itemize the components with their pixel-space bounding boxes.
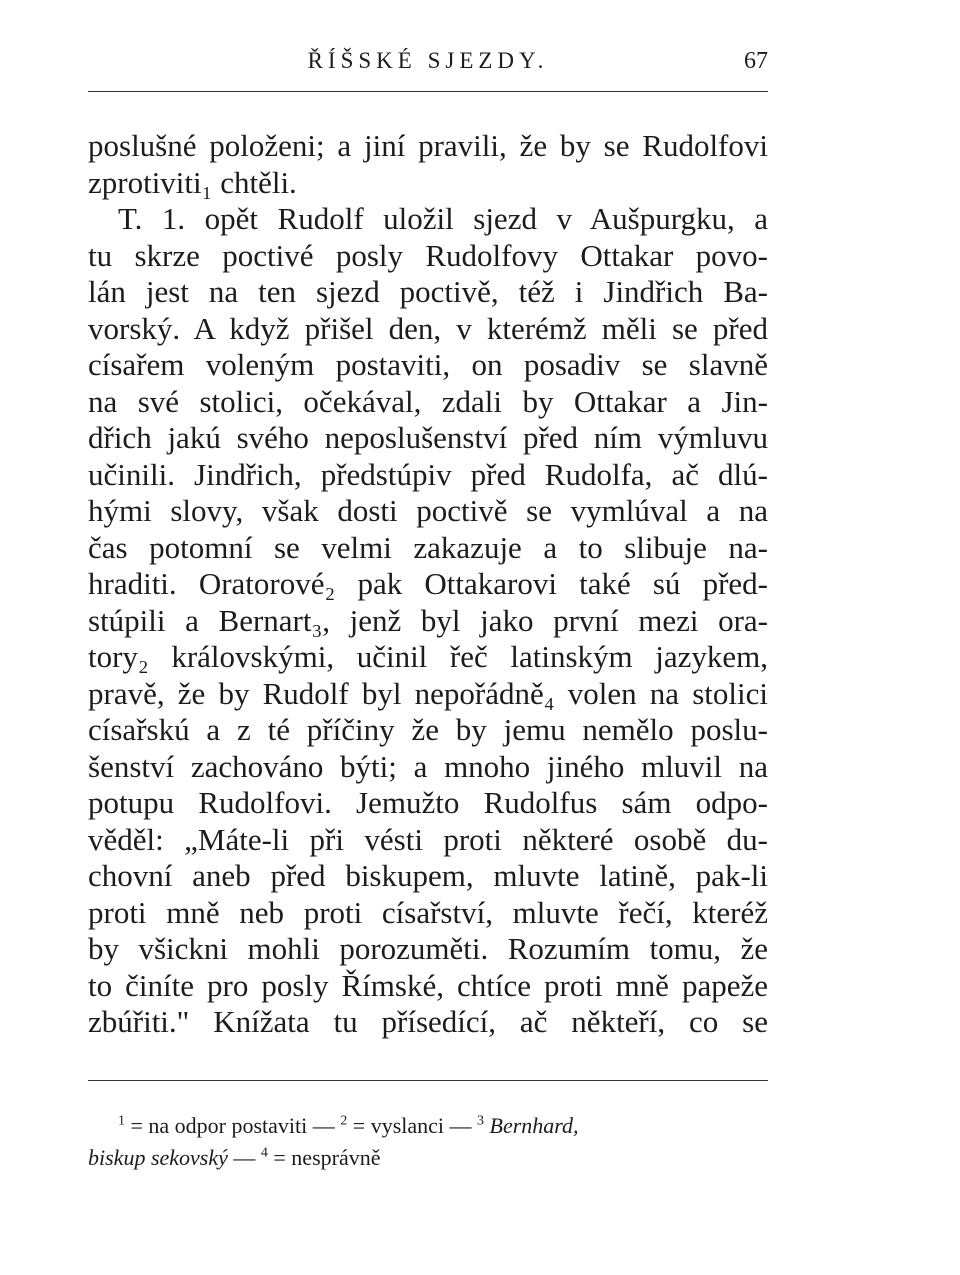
text-line: vorský. A když přišel den, v kterémž měli se před [88,310,768,346]
footnote-text: = vyslanci — [347,1113,478,1138]
footnote-marker: 2 [340,1113,348,1129]
footnote-text: biskup sekovský [88,1145,228,1170]
text-line: potupu Rudolfovi. Jemužto Rudolfus sám odpo- [88,785,768,820]
text-line: na své stolici, očekával, zdali by Ottakar a Jin- [88,383,768,419]
text-line: to činíte pro posly Římské, chtíce proti mně papeže [88,967,768,1003]
text-line: učinili. Jindřich, předstúpiv před Rudolfa, ač dlú- [88,456,768,492]
footnote-text: — [227,1145,261,1170]
running-header [88,48,768,84]
text-line: císařskú a z té příčiny že by jemu nemělo poslu- [88,712,768,747]
text-line: šenství zachováno býti; a mnoho jiného mluvil na [88,748,768,784]
body-text [88,128,768,1041]
footnote-rule [88,1080,768,1081]
footnote-text: = na odpor postaviti — [125,1113,341,1138]
running-title: ŘÍŠSKÉ SJEZDY. [307,48,549,73]
text-line: pravě, že by Rudolf byl nepořádně₄ volen na stolici [88,675,768,711]
text-line: chovní aneb před biskupem, mluvte latině, pak-li [88,858,768,893]
header-rule [88,91,768,92]
text-line: lán jest na ten sjezd poctivě, též i Jindřich Ba- [88,274,768,309]
text-line: by všickni mohli porozuměti. Rozumím tomu, že [88,931,768,966]
footnotes [88,1110,768,1174]
text-line: dřich jakú svého neposlušenství před ním výmluvu [88,420,768,455]
text-line: poslušné položeni; a jiní pravili, že by se Rudolfovi [88,128,768,163]
text-line: tu skrze poctivé posly Rudolfovy Ottakar povo- [88,237,768,273]
page-number: 67 [744,48,768,74]
footnote-marker: 1 [118,1113,125,1129]
footnote-marker: 4 [260,1145,268,1161]
text-line: hými slovy, však dosti poctivě se vymlúval a na [88,493,768,528]
text-line: čas potomní se velmi zakazuje a to slibuje na- [88,529,768,565]
footnote-text: = nesprávně [267,1145,381,1170]
footnote-line [88,1142,768,1174]
footnote-marker: 3 [477,1113,485,1129]
text-line: proti mně neb proti císařství, mluvte řečí, kteréž [88,894,768,930]
text-line: zbúřiti." Knížata tu přísedící, ač někteří, co se [88,1004,768,1039]
text-line: zprotiviti₁ chtěli. [88,164,297,200]
text-line: T. 1. opět Rudolf uložil sjezd v Aušpurgku, a [118,201,768,236]
text-line: hraditi. Oratorové₂ pak Ottakarovi také sú před- [88,566,768,601]
text-line: tory₂ královskými, učinil řeč latinským jazykem, [88,639,768,674]
text-line: věděl: „Máte-li při vésti proti některé osobě du- [88,821,768,857]
text-line: císařem voleným postaviti, on posadiv se slavně [88,347,768,382]
text-line: stúpili a Bernart₃, jenž byl jako první mezi ora- [88,602,768,638]
footnote-line [88,1110,768,1142]
footnote-text: Bernhard, [489,1113,579,1138]
